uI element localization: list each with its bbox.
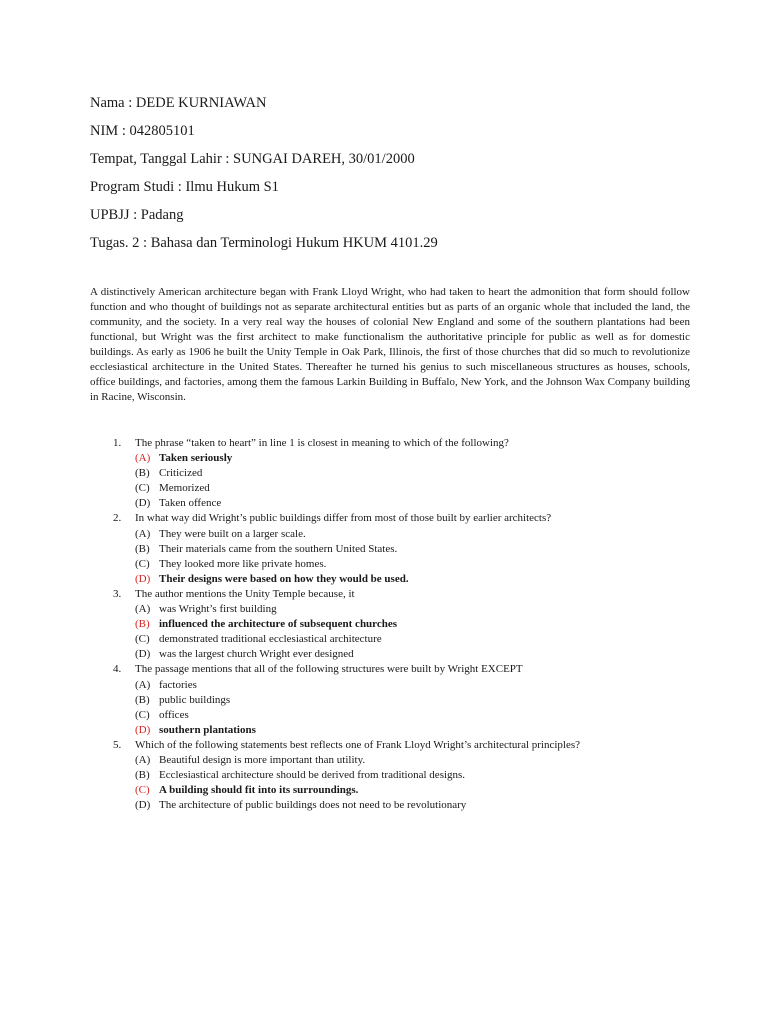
option-letter: (D) <box>135 572 151 585</box>
option-text: southern plantations <box>159 723 256 736</box>
question-text: In what way did Wright’s public buildings differ from most of those built by earlier architects? <box>135 512 552 525</box>
answer-option <box>113 693 693 708</box>
option-letter: (D) <box>135 723 151 736</box>
question-number: 4. <box>113 663 122 676</box>
reading-passage: A distinctively American architecture began with Frank Lloyd Wright, who had taken to heart the admonition that form should follow function and who thought of buildings not as separate architectural entities but as parts of an organic whole that included the land, the community, and the society. In a very real way the houses of colonial New England and some of the southern plantations had been functional, but Wright was the first architect to make functionalism the authoritative principle for public as well as for domestic buildings. As early as 1906 he built the Unity Temple in Oak Park, Illinois, the first of those churches that did so much to revolutionize ecclesiastical architecture in the United States. Thereafter he turned his genius to such miscellaneous structures as houses, schools, office buildings, and factories, among them the famous Larkin Building in Buffalo, New York, and the Johnson Wax Company building in Racine, Wisconsin. <box>90 286 690 403</box>
answer-option <box>113 496 693 511</box>
option-text: was Wright’s first building <box>159 603 277 616</box>
question-stem <box>113 662 693 677</box>
option-letter: (C) <box>135 708 150 721</box>
question-item <box>113 587 693 662</box>
option-letter: (B) <box>135 467 150 480</box>
option-letter: (C) <box>135 784 150 797</box>
answer-option <box>113 632 693 647</box>
question-list <box>113 436 693 813</box>
question-text: The passage mentions that all of the following structures were built by Wright EXCEPT <box>135 663 523 676</box>
option-letter: (A) <box>135 452 151 465</box>
option-text: Memorized <box>159 482 210 495</box>
answer-option <box>113 753 693 768</box>
option-text: Their designs were based on how they would be used. <box>159 572 409 585</box>
question-text: The author mentions the Unity Temple because, it <box>135 587 355 600</box>
option-letter: (A) <box>135 678 151 691</box>
option-letter: (B) <box>135 542 150 555</box>
question-item <box>113 511 693 586</box>
answer-option <box>113 557 693 572</box>
option-letter: (C) <box>135 482 150 495</box>
answer-option <box>113 768 693 783</box>
answer-option <box>113 647 693 662</box>
student-name: Nama : DEDE KURNIAWAN <box>90 95 267 111</box>
option-text: factories <box>159 678 197 691</box>
answer-option-selected <box>113 572 693 587</box>
option-text: demonstrated traditional ecclesiastical architecture <box>159 633 382 646</box>
answer-option-selected <box>113 723 693 738</box>
option-text: Criticized <box>159 467 203 480</box>
question-text: The phrase “taken to heart” in line 1 is closest in meaning to which of the following? <box>135 437 509 449</box>
assignment-title: Tugas. 2 : Bahasa dan Terminologi Hukum HKUM 4101.29 <box>90 235 438 251</box>
question-stem <box>113 511 693 526</box>
option-text: They looked more like private homes. <box>159 557 327 570</box>
student-info <box>90 92 438 260</box>
question-stem <box>113 587 693 602</box>
option-letter: (A) <box>135 527 151 540</box>
question-text: Which of the following statements best reflects one of Frank Lloyd Wright’s architectural principles? <box>135 738 581 751</box>
option-letter: (D) <box>135 648 151 661</box>
answer-option <box>113 466 693 481</box>
answer-option-selected <box>113 617 693 632</box>
option-text: public buildings <box>159 693 231 706</box>
option-letter: (C) <box>135 633 150 646</box>
option-text: They were built on a larger scale. <box>159 527 306 540</box>
option-text: A building should fit into its surroundings. <box>159 784 359 797</box>
option-letter: (B) <box>135 693 150 706</box>
question-number: 2. <box>113 512 122 525</box>
answer-option <box>113 602 693 617</box>
option-text: influenced the architecture of subsequent churches <box>159 618 398 631</box>
answer-option <box>113 678 693 693</box>
option-text: Beautiful design is more important than utility. <box>159 753 366 766</box>
option-letter: (C) <box>135 557 150 570</box>
option-text: The architecture of public buildings does not need to be revolutionary <box>159 799 467 812</box>
question-number: 5. <box>113 738 122 751</box>
option-text: Taken seriously <box>159 452 233 465</box>
answer-option <box>113 708 693 723</box>
option-letter: (B) <box>135 618 150 631</box>
option-letter: (D) <box>135 497 151 510</box>
option-text: was the largest church Wright ever designed <box>159 648 354 661</box>
answer-option-selected <box>113 783 693 798</box>
answer-option <box>113 527 693 542</box>
option-letter: (B) <box>135 769 150 782</box>
birth-place-date: Tempat, Tanggal Lahir : SUNGAI DAREH, 30/01/2000 <box>90 151 415 167</box>
question-stem <box>113 738 693 753</box>
question-item <box>113 738 693 813</box>
question-item <box>113 436 693 511</box>
question-stem <box>113 436 693 451</box>
option-letter: (A) <box>135 603 151 616</box>
answer-option-selected <box>113 451 693 466</box>
option-text: Taken offence <box>159 497 222 510</box>
option-text: offices <box>159 708 189 721</box>
question-number: 3. <box>113 587 122 600</box>
question-item <box>113 662 693 737</box>
answer-option <box>113 481 693 496</box>
option-letter: (A) <box>135 753 151 766</box>
question-number: 1. <box>113 437 122 449</box>
upbjj: UPBJJ : Padang <box>90 207 184 223</box>
option-letter: (D) <box>135 799 151 812</box>
option-text: Ecclesiastical architecture should be derived from traditional designs. <box>159 769 466 782</box>
study-program: Program Studi : Ilmu Hukum S1 <box>90 179 279 195</box>
student-nim: NIM : 042805101 <box>90 123 195 139</box>
answer-option <box>113 542 693 557</box>
option-text: Their materials came from the southern United States. <box>159 542 398 555</box>
answer-option <box>113 798 693 813</box>
